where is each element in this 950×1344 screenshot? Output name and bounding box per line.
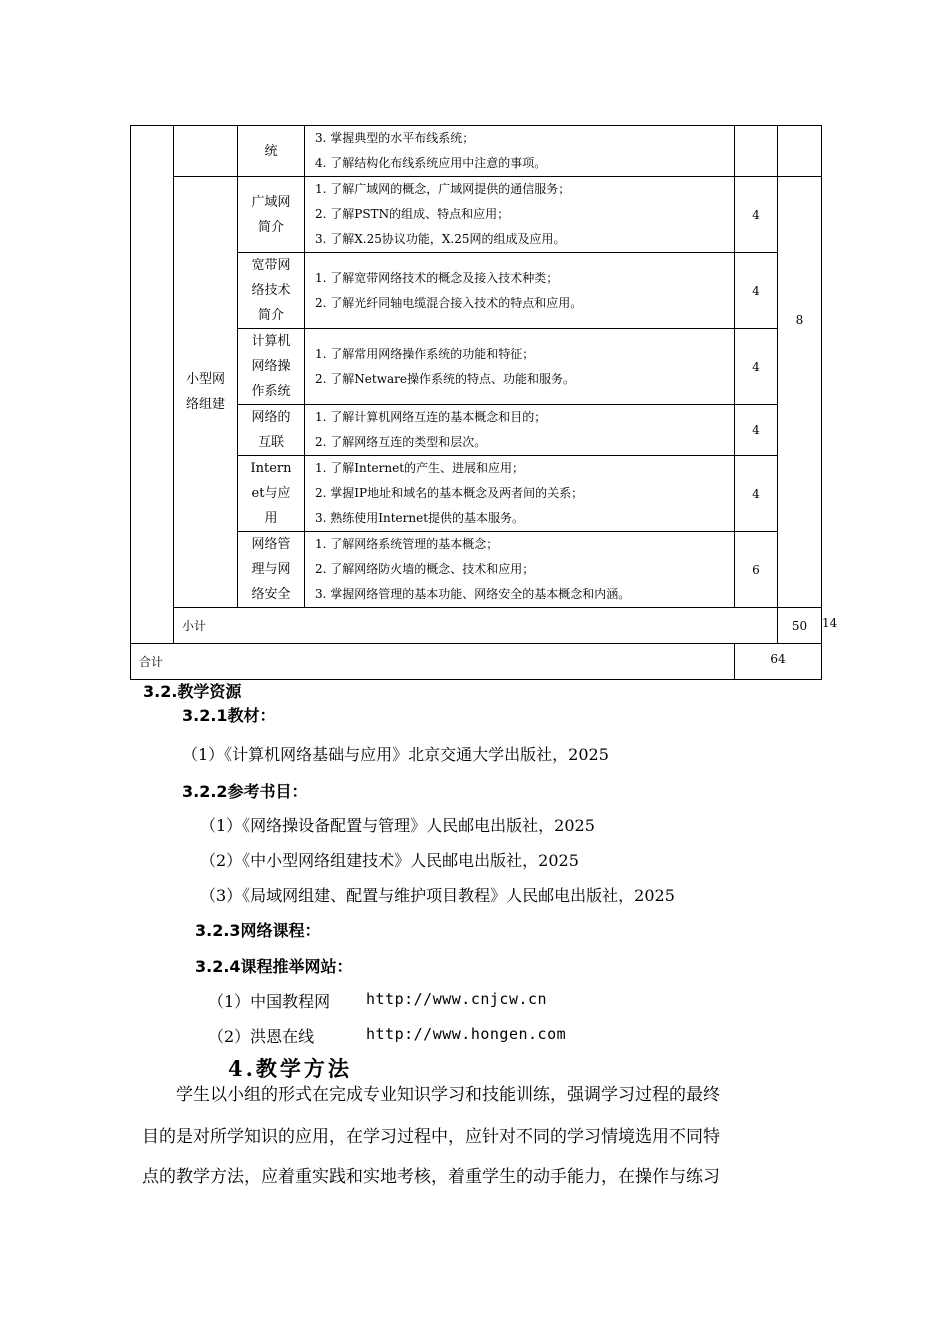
content-line: 1. 了解网络系统管理的基本概念；	[315, 537, 499, 551]
topic-line: 络安全	[251, 587, 291, 602]
methods-line: 目的是对所学知识的应用，在学习过程中，应针对不同的学习情境选用不同特	[142, 1127, 720, 1147]
module-name-cell	[174, 177, 238, 608]
total-label: 合计	[131, 644, 735, 680]
site-url-link[interactable]: http://www.cnjcw.cn	[366, 990, 548, 1008]
blank-cell	[174, 126, 238, 177]
topic-cell	[238, 177, 305, 253]
content-line: 2. 了解PSTN的组成、特点和应用；	[315, 207, 510, 221]
subtotal-row: 小计 50 14	[131, 608, 822, 644]
topic-line: 络技术	[251, 283, 291, 298]
content-cell	[305, 329, 735, 405]
online-course-heading: 3.2.3网络课程：	[195, 921, 321, 940]
content-line: 2. 了解Netware操作系统的特点、功能和服务。	[315, 371, 575, 386]
content-line: 2. 了解网络防火墙的概念、技术和应用；	[315, 562, 535, 576]
content-cell	[305, 177, 735, 253]
hours-cell: 4	[735, 253, 778, 329]
content-line: 3. 掌握典型的水平布线系统；	[315, 131, 475, 145]
topic-cell	[238, 456, 305, 532]
topic-cell	[238, 405, 305, 456]
blank-cell	[778, 126, 822, 177]
hours-cell	[735, 126, 778, 177]
content-cell	[305, 253, 735, 329]
section-heading-methods: 4.教学方法	[228, 1056, 352, 1081]
content-line: 4. 了解结构化布线系统应用中注意的事项。	[315, 156, 547, 170]
blank-cell	[131, 126, 174, 644]
content-line: 2. 掌握IP地址和域名的基本概念及两者间的关系；	[315, 486, 584, 500]
site-url-link[interactable]: http://www.hongen.com	[366, 1025, 567, 1043]
topic-line: 作系统	[251, 384, 291, 399]
total-row	[131, 644, 822, 680]
content-cell	[305, 405, 735, 456]
hours-cell: 4	[735, 405, 778, 456]
module-name-line: 络组建	[185, 397, 225, 412]
sites-heading: 3.2.4课程推举网站：	[195, 957, 353, 976]
topic-line: 用	[264, 511, 278, 526]
refs-heading: 3.2.2参考书目：	[182, 782, 308, 801]
hours-cell: 6	[735, 532, 778, 608]
content-line: 1. 了解宽带网络技术的概念及接入技术种类；	[315, 270, 559, 285]
content-cell	[305, 456, 735, 532]
methods-line: 点的教学方法，应着重实践和实地考核，着重学生的动手能力，在操作与练习	[142, 1167, 720, 1187]
ref-item: （1）《网络操设备配置与管理》人民邮电出版社，2025	[200, 816, 595, 835]
content-line: 1. 了解常用网络操作系统的功能和特征；	[315, 346, 535, 361]
content-line: 2. 了解网络互连的类型和层次。	[315, 435, 487, 449]
content-cell	[305, 126, 735, 177]
ref-item: （3）《局域网组建、配置与维护项目教程》人民邮电出版社，2025	[200, 886, 675, 905]
content-cell	[305, 532, 735, 608]
topic-line: 网络操	[251, 359, 291, 374]
content-line: 3. 掌握网络管理的基本功能、网络安全的基本概念和内涵。	[315, 587, 631, 601]
subtotal-label: 小计	[174, 608, 778, 644]
syllabus-table	[130, 125, 838, 680]
table-row	[131, 126, 822, 177]
subtotal-hours: 50	[778, 608, 822, 644]
topic-cell	[238, 253, 305, 329]
site-name: （2）洪恩在线	[208, 1027, 315, 1046]
topic-cell	[238, 532, 305, 608]
content-line: 1. 了解广域网的概念，广域网提供的通信服务；	[315, 182, 571, 196]
topic-line: 网络的	[251, 410, 291, 425]
module-name-line: 小型网	[185, 372, 225, 387]
content-line: 3. 了解X.25协议功能，X.25网的组成及应用。	[315, 232, 566, 246]
topic-line: 广域网	[251, 194, 291, 210]
content-line: 2. 了解光纤同轴电缆混合接入技术的特点和应用。	[315, 295, 583, 310]
textbook-item: （1）《计算机网络基础与应用》北京交通大学出版社，2025	[182, 745, 609, 764]
topic-line: Intern	[250, 461, 292, 476]
hours-cell: 4	[735, 456, 778, 532]
topic-line: 宽带网	[251, 258, 291, 273]
topic-line: et与应	[251, 486, 291, 501]
hours-cell: 4	[735, 177, 778, 253]
topic-line: 简介	[257, 308, 284, 323]
topic-cell	[238, 329, 305, 405]
module-hours-cell: 8	[778, 177, 822, 608]
topic-cell: 统	[238, 126, 305, 177]
topic-line: 计算机	[251, 334, 291, 349]
total-hours: 64	[735, 644, 822, 680]
topic-line: 网络管	[251, 537, 291, 552]
content-line: 1. 了解Internet的产生、进展和应用；	[315, 461, 525, 475]
table-row	[131, 177, 822, 253]
section-heading-resources: 3.2.教学资源	[143, 682, 242, 701]
topic-line: 理与网	[251, 562, 291, 577]
methods-line: 学生以小组的形式在完成专业知识学习和技能训练，强调学习过程的最终	[176, 1085, 720, 1105]
hours-cell: 4	[735, 329, 778, 405]
ref-item: （2）《中小型网络组建技术》人民邮电出版社，2025	[200, 851, 579, 870]
textbook-heading: 3.2.1教材：	[182, 706, 276, 725]
content-line: 1. 了解计算机网络互连的基本概念和目的；	[315, 410, 547, 424]
site-name: （1）中国教程网	[208, 992, 331, 1011]
topic-line: 简介	[257, 219, 284, 235]
topic-line: 互联	[257, 435, 284, 450]
content-line: 3. 熟练使用Internet提供的基本服务。	[315, 511, 525, 525]
